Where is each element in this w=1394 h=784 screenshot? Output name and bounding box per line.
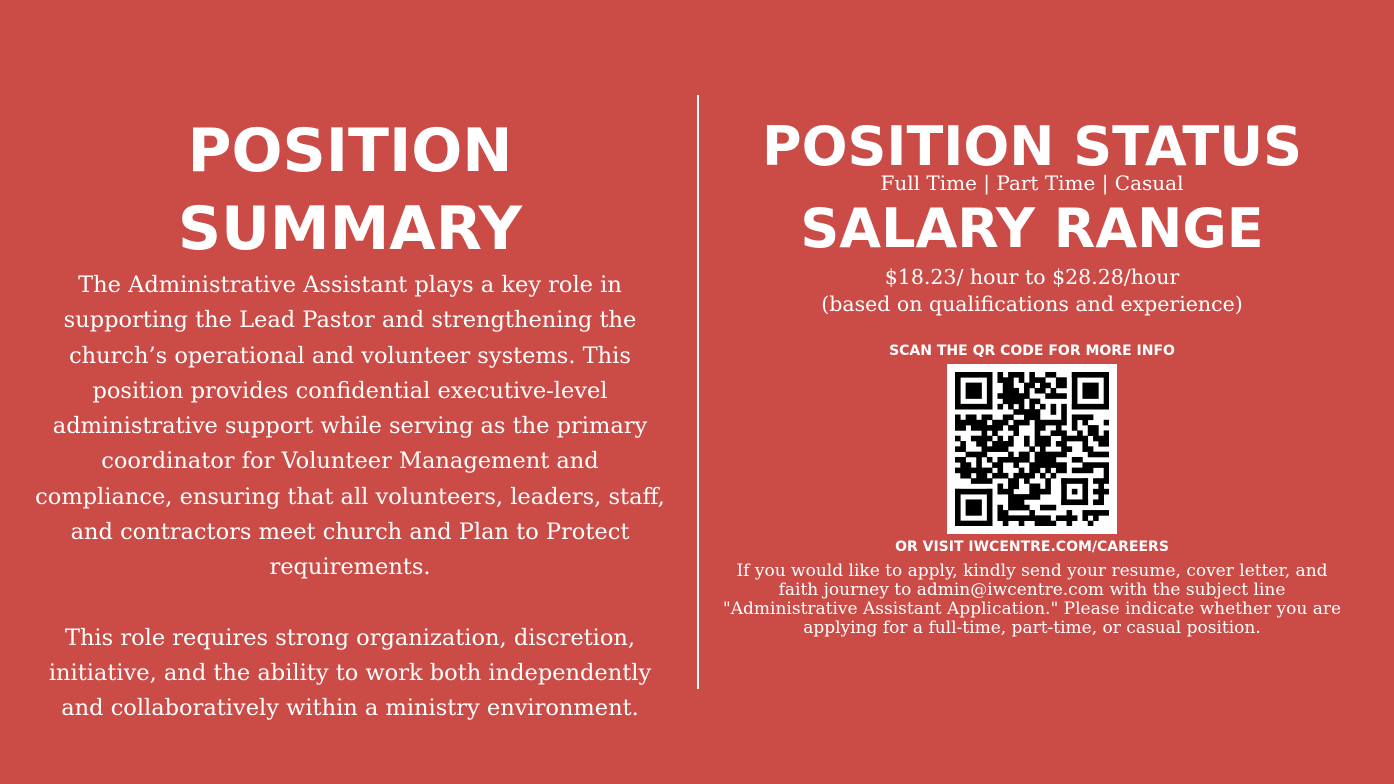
salary-range-value: $18.23/ hour to $28.28/hour bbox=[884, 265, 1180, 289]
qr-code-icon bbox=[955, 372, 1109, 526]
apply-instructions: If you would like to apply, kindly send your resume, cover letter, and faith journey to admin@iwcentre.com with the subject line "Administrative Assistant Application." Please indicate whether you are applying for a full-time, part-time, or casual position. bbox=[722, 561, 1342, 638]
position-status-types: Full Time | Part Time | Casual bbox=[880, 171, 1184, 195]
salary-range-note: (based on qualifications and experience) bbox=[821, 292, 1243, 316]
vertical-divider bbox=[697, 95, 699, 689]
position-summary-body bbox=[30, 268, 670, 727]
careers-link-label: OR VISIT IWCENTRE.COM/CAREERS bbox=[895, 539, 1169, 555]
position-summary-title: POSITION SUMMARY bbox=[177, 116, 523, 264]
position-status-title: POSITION STATUS bbox=[762, 115, 1302, 178]
position-details-section bbox=[712, 116, 1352, 638]
summary-paragraph-1: The Administrative Assistant plays a key role in supporting the Lead Pastor and strengthening the church’s operational and volunteer systems. This position provides confidential executive-level administrative support while serving as the primary coordinator for Volunteer Management and compliance, ensuring that all volunteers, leaders, staff, and contractors meet church and Plan to Protect requirements. bbox=[35, 272, 665, 581]
position-summary-section bbox=[30, 112, 670, 727]
qr-scan-label: SCAN THE QR CODE FOR MORE INFO bbox=[889, 343, 1175, 359]
summary-paragraph-2: This role requires strong organization, discretion, initiative, and the ability to work both independently and collaboratively within a ministry environment. bbox=[48, 624, 652, 722]
qr-code[interactable] bbox=[947, 364, 1117, 534]
salary-range-title: SALARY RANGE bbox=[800, 197, 1264, 260]
